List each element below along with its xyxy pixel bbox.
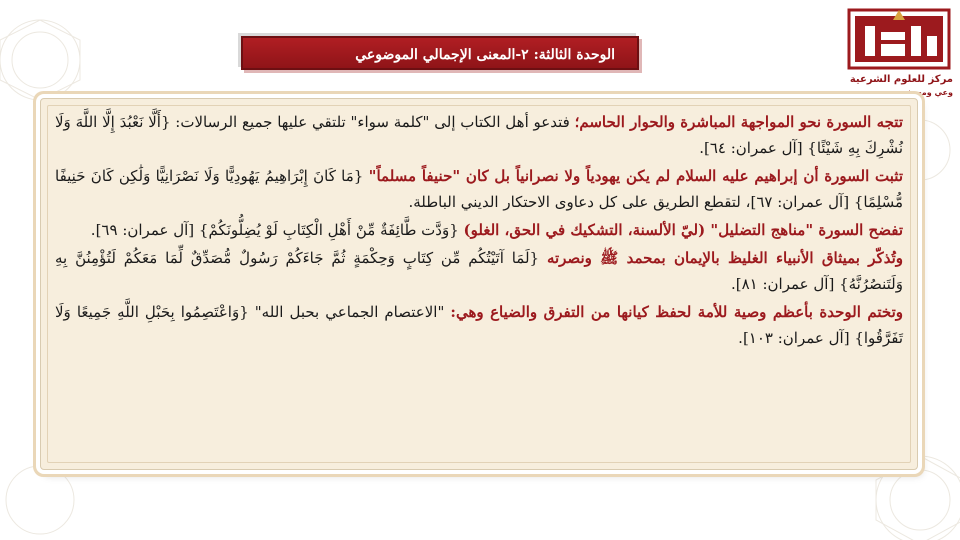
unit-title-bar [241,36,639,70]
logo-subtitle: مركز للعلوم الشرعية [849,74,953,85]
unit-title: الوحدة الثالثة: ٢-المعنى الإجمالي الموضوعي [355,47,615,63]
logo-tagline: وعي ومعرفة [902,88,953,97]
paragraph-body: {مَا كَانَ إِبْرَاهِيمُ يَهُودِيًّا وَلَا نَصْرَانِيًّا وَلَٰكِن كَانَ حَنِيفًا مُّسْلِمًا} [آل عمران: ٦٧]، لتقطع الطريق على كل دعاوى الاحتكار الديني الباطلة. [55,167,903,211]
paragraph-2 [55,163,903,215]
paragraph-5 [55,299,903,351]
paragraph-body: {وَدَّت طَّائِفَةٌ مِّنْ أَهْلِ الْكِتَابِ لَوْ يُضِلُّونَكُمْ} [آل عمران: ٦٩]. [90,221,464,239]
paragraph-lead: تثبت السورة أن إبراهيم عليه السلام لم يكن يهودياً ولا نصرانياً بل كان "حنيفاً مسلماً" [368,167,903,185]
center-logo [843,4,955,104]
paragraph-lead: تتجه السورة نحو المواجهة المباشرة والحوار الحاسم؛ [574,113,903,131]
paragraph-lead: تفضح السورة "مناهج التضليل" (ليّ الألسنة، التشكيك في الحق، الغلو) [463,221,903,239]
logo-emblem-icon [847,6,951,70]
paragraph-body: "الاعتصام الجماعي بحبل الله" {وَاعْتَصِمُوا بِحَبْلِ اللَّهِ جَمِيعًا وَلَا تَفَرَّقُوا} [آل عمران: ١٠٣]. [55,303,903,347]
paragraph-body: {لَمَا آتَيْتُكُم مِّن كِتَابٍ وَحِكْمَةٍ ثُمَّ جَاءَكُمْ رَسُولٌ مُّصَدِّقٌ لِّمَا مَعَكُمْ لَتُؤْمِنُنَّ بِهِ وَلَتَنصُرُنَّهُ} [آل عمران: ٨١]. [55,249,903,293]
paragraph-1 [55,109,903,161]
paragraph-4 [55,245,903,297]
paragraph-lead: وتُذكّر بميثاق الأنبياء الغليظ بالإيمان بمحمد ﷺ ونصرته [546,249,903,267]
content-frame [40,98,918,470]
paragraph-lead: وتختم الوحدة بأعظم وصية للأمة لحفظ كيانها من التفرق والضياع وهي: [450,303,903,321]
paragraph-body: فتدعو أهل الكتاب إلى "كلمة سواء" تلتقي عليها جميع الرسالات: {أَلَّا نَعْبُدَ إِلَّا اللَّهَ وَلَا نُشْرِكَ بِهِ شَيْئًا} [آل عمران: ٦٤]. [55,113,903,157]
paragraph-list [55,109,903,353]
paragraph-3 [55,217,903,243]
